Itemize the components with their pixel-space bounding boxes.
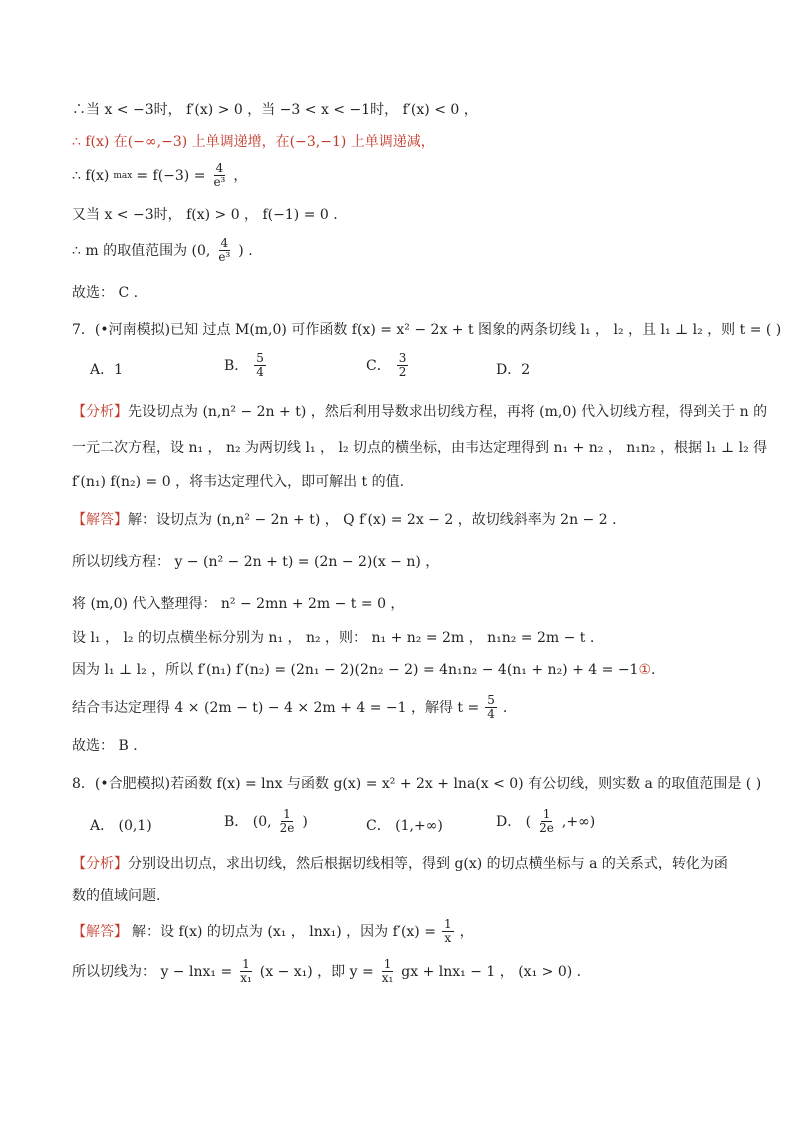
fraction: $\frac{1}{\text{x₁}}$	[240, 957, 252, 985]
answer-tag: 【解答】	[72, 512, 128, 528]
prev-choice: 故选： C .	[72, 285, 139, 301]
q7-analysis-1: 【分析】先设切点为 (n,n² − 2n + t) ，然后利用导数求出切线方程，再将 (m,0) 代入切线方程，得到关于 n 的	[72, 404, 768, 420]
prev-line-3	[72, 162, 247, 189]
answer-tag: 【解答】	[72, 923, 128, 940]
text: = f(−3) =	[136, 167, 206, 184]
q8-analysis-2: 数的值域问题.	[72, 888, 161, 904]
q7-option-b: B． $\frac{5}{4}$	[224, 351, 264, 379]
prev-line-2: ∴ f(x) 在(−∞,−3) 上单调递增，在(−3,−1) 上单调递减，	[72, 134, 435, 150]
q7-answer-4: 设 l₁ ， l₂ 的切点横坐标分别为 n₁ ， n₂ ，则： n₁ + n₂ = 2m ， n₁n₂ = 2m − t .	[72, 630, 595, 646]
q7-option-c: C． $\frac{3}{2}$	[366, 351, 407, 379]
prev-line-4: 又当 x < −3时， f(x) > 0 ， f(−1) = 0 .	[72, 207, 338, 223]
circled-one-mark: ①	[638, 662, 652, 678]
fraction: $\frac{5}{4}$	[487, 693, 495, 721]
q8-answer-1: 【解答】 解：设 f(x) 的切点为 (x₁ ， lnx₁) ，因为 f′(x) = $\frac{1}{x}$ ，	[72, 917, 474, 945]
q7-answer-5: 因为 l₁ ⊥ l₂ ，所以 f′(n₁) f′(n₂) = (2n₁ − 2)(2n₂ − 2) = 4n₁n₂ − 4(n₁ + n₂) + 4 = −1①.	[72, 662, 656, 678]
analysis-tag: 【分析】	[72, 856, 128, 872]
q7-option-a: A．1	[90, 362, 124, 378]
prev-line-5	[72, 237, 253, 264]
q7-answer-3: 将 (m,0) 代入整理得： n² − 2mn + 2m − t = 0 ，	[72, 596, 405, 612]
q7-stem: 7．(•河南模拟)已知 过点 M(m,0) 可作函数 f(x) = x² − 2x + t 图象的两条切线 l₁ ， l₂ ，且 l₁ ⊥ l₂ ，则 t = ( )	[72, 322, 782, 338]
text: ，	[233, 167, 248, 184]
prev-line-1: ∴当 x < −3时， f′(x) > 0 ，当 −3 < x < −1时， f′(x) < 0 ，	[72, 102, 478, 118]
fraction: $\frac{3}{2}$	[398, 351, 407, 379]
fraction: $\frac{1}{x}$	[443, 917, 452, 945]
q7-analysis-2: 一元二次方程，设 n₁ ， n₂ 为两切线 l₁ ， l₂ 切点的横坐标，由韦达定理得到 n₁ + n₂ ， n₁n₂ ，根据 l₁ ⊥ l₂ 得	[72, 440, 768, 456]
q7-answer-6: 结合韦达定理得 4 × (2m − t) − 4 × 2m + 4 = −1 ，解得 t = $\frac{5}{4}$ .	[72, 693, 508, 721]
q7-analysis-3: f′(n₁) f(n₂) = 0 ，将韦达定理代入，即可解出 t 的值.	[72, 474, 405, 490]
text: ∴ f(x)	[72, 167, 110, 184]
q8-option-b: B． (0, $\frac{1}{2e}$ )	[224, 807, 308, 835]
fraction: $\frac{1}{2e}$	[539, 807, 554, 835]
analysis-tag: 【分析】	[72, 404, 128, 420]
fraction: $\frac{4}{\text{e³}}$	[213, 161, 226, 189]
q7-answer-1: 【解答】解：设切点为 (n,n² − 2n + t) ， Q f′(x) = 2x − 2 ，故切线斜率为 2n − 2 .	[72, 512, 617, 528]
fraction: $\frac{1}{\text{x₁}}$	[381, 957, 394, 985]
text: ) .	[238, 242, 253, 259]
fraction: $\frac{1}{2e}$	[279, 807, 295, 835]
q8-option-d: D． ( $\frac{1}{2e}$ ,+∞)	[496, 807, 596, 835]
q8-analysis-1: 【分析】分别设出切点，求出切线，然后根据切线相等，得到 g(x) 的切点横坐标与 a 的关系式，转化为函	[72, 856, 728, 872]
q8-option-c: C． (1,+∞)	[366, 818, 443, 834]
subscript: max	[113, 170, 133, 181]
fraction: $\frac{5}{4}$	[256, 351, 264, 379]
q7-option-d: D．2	[496, 362, 531, 378]
q7-choice: 故选： B .	[72, 738, 138, 754]
fraction: $\frac{4}{\text{e³}}$	[218, 236, 231, 264]
q7-answer-2: 所以切线方程： y − (n² − 2n + t) = (2n − 2)(x − n) ，	[72, 554, 440, 570]
q8-answer-2: 所以切线为： y − lnx₁ = $\frac{1}{\text{x₁}}$ (x − x₁) ，即 y = $\frac{1}{\text{x₁}}$ gx + lnx₁ − 1 ， (x₁ > 0) .	[72, 957, 582, 985]
text: ∴ m 的取值范围为 (0,	[72, 242, 211, 259]
q8-option-a: A． (0,1)	[90, 818, 152, 834]
q8-stem: 8．(•合肥模拟)若函数 f(x) = lnx 与函数 g(x) = x² + 2x + lna(x < 0) 有公切线，则实数 a 的取值范围是 ( )	[72, 776, 762, 792]
